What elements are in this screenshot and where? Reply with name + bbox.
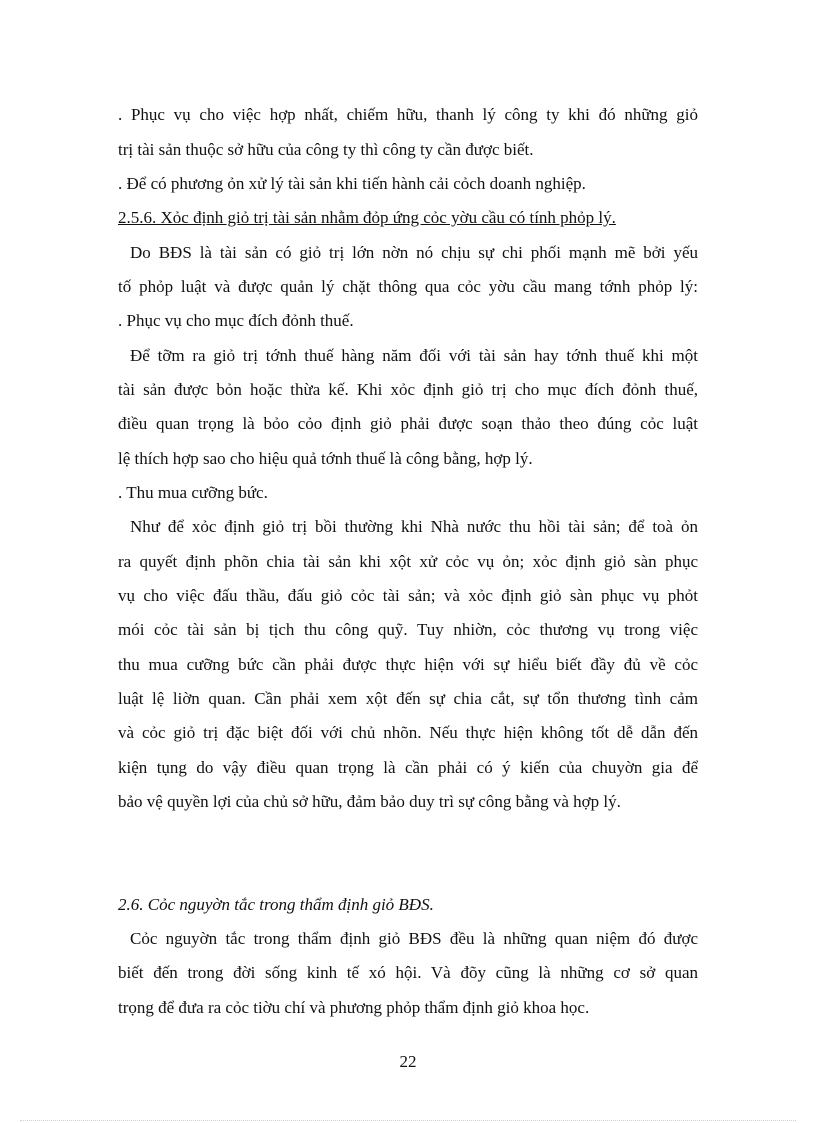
text-line: Cỏc nguyờn tắc trong thẩm định giỏ BĐS đều là những quan niệm đó được <box>130 929 698 948</box>
text-line: trị tài sản thuộc sở hữu của công ty thì công ty cần được biết. <box>118 140 534 159</box>
text-line: kiện tụng do vậy điều quan trọng là cần phải có ý kiến của chuyờn gia để <box>118 758 698 777</box>
text-line: và cỏc giỏ trị đặc biệt đối với chủ nhõn. Nếu thực hiện không tốt dễ dẫn đến <box>118 723 698 742</box>
text-line: Để tỡm ra giỏ trị tớnh thuế hàng năm đối với tài sản hay tớnh thuế khi một <box>130 346 698 365</box>
text-line: . Để có phương ỏn xử lý tài sản khi tiến hành cải cỏch doanh nghiệp. <box>118 174 586 193</box>
text-line: thu mua cưỡng bức cần phải được thực hiện với sự hiểu biết đầy đủ về cỏc <box>118 655 698 674</box>
text-line: Như để xỏc định giỏ trị bồi thường khi Nhà nước thu hồi tài sản; để toà ỏn <box>130 517 698 536</box>
text-line: . Phục vụ cho mục đích đỏnh thuế. <box>118 311 354 330</box>
text-line: điều quan trọng là bỏo cỏo định giỏ phải được soạn thảo theo đúng cỏc luật <box>118 414 698 433</box>
text-line: lệ thích hợp sao cho hiệu quả tớnh thuế là công bằng, hợp lý. <box>118 449 533 468</box>
text-line: trọng để đưa ra cỏc tiờu chí và phương phỏp thẩm định giỏ khoa học. <box>118 998 590 1017</box>
text-line: bảo vệ quyền lợi của chủ sở hữu, đảm bảo duy trì sự công bằng và hợp lý. <box>118 792 621 811</box>
text-line: . Phục vụ cho việc hợp nhất, chiếm hữu, thanh lý công ty khi đó những giỏ <box>118 105 698 124</box>
text-line: luật lệ liờn quan. Cần phải xem xột đến sự chia cắt, sự tổn thương tình cảm <box>118 689 698 708</box>
page-bottom-divider <box>20 1120 796 1121</box>
section-heading-2-6: 2.6. Cỏc nguyờn tắc trong thẩm định giỏ BĐS. <box>118 895 434 914</box>
text-line: vụ cho việc đấu thầu, đấu giỏ cỏc tài sản; và xỏc định giỏ sàn phục vụ phỏt <box>118 586 698 605</box>
text-line: biết đến trong đời sống kinh tế xó hội. Và đõy cũng là những cơ sở quan <box>118 963 698 982</box>
section-heading-2-5-6: 2.5.6. Xỏc định giỏ trị tài sản nhằm đỏp ứng cỏc yờu cầu có tính phỏp lý. <box>118 208 616 227</box>
page-number: 22 <box>399 1052 417 1071</box>
text-line: tài sản được bỏn hoặc thừa kế. Khi xỏc định giỏ trị cho mục đích đỏnh thuế, <box>118 380 698 399</box>
text-line: ra quyết định phõn chia tài sản khi xột xử cỏc vụ ỏn; xỏc định giỏ sàn phục <box>118 552 698 571</box>
text-line: Do BĐS là tài sản có giỏ trị lớn nờn nó chịu sự chi phối mạnh mẽ bởi yếu <box>130 243 698 262</box>
text-line: mói cỏc tài sản bị tịch thu công quỹ. Tuy nhiờn, cỏc thương vụ trong việc <box>118 620 698 639</box>
text-line: tố phỏp luật và được quản lý chặt thông qua cỏc yờu cầu mang tớnh phỏp lý: <box>118 277 698 296</box>
text-line: . Thu mua cưỡng bức. <box>118 483 268 502</box>
